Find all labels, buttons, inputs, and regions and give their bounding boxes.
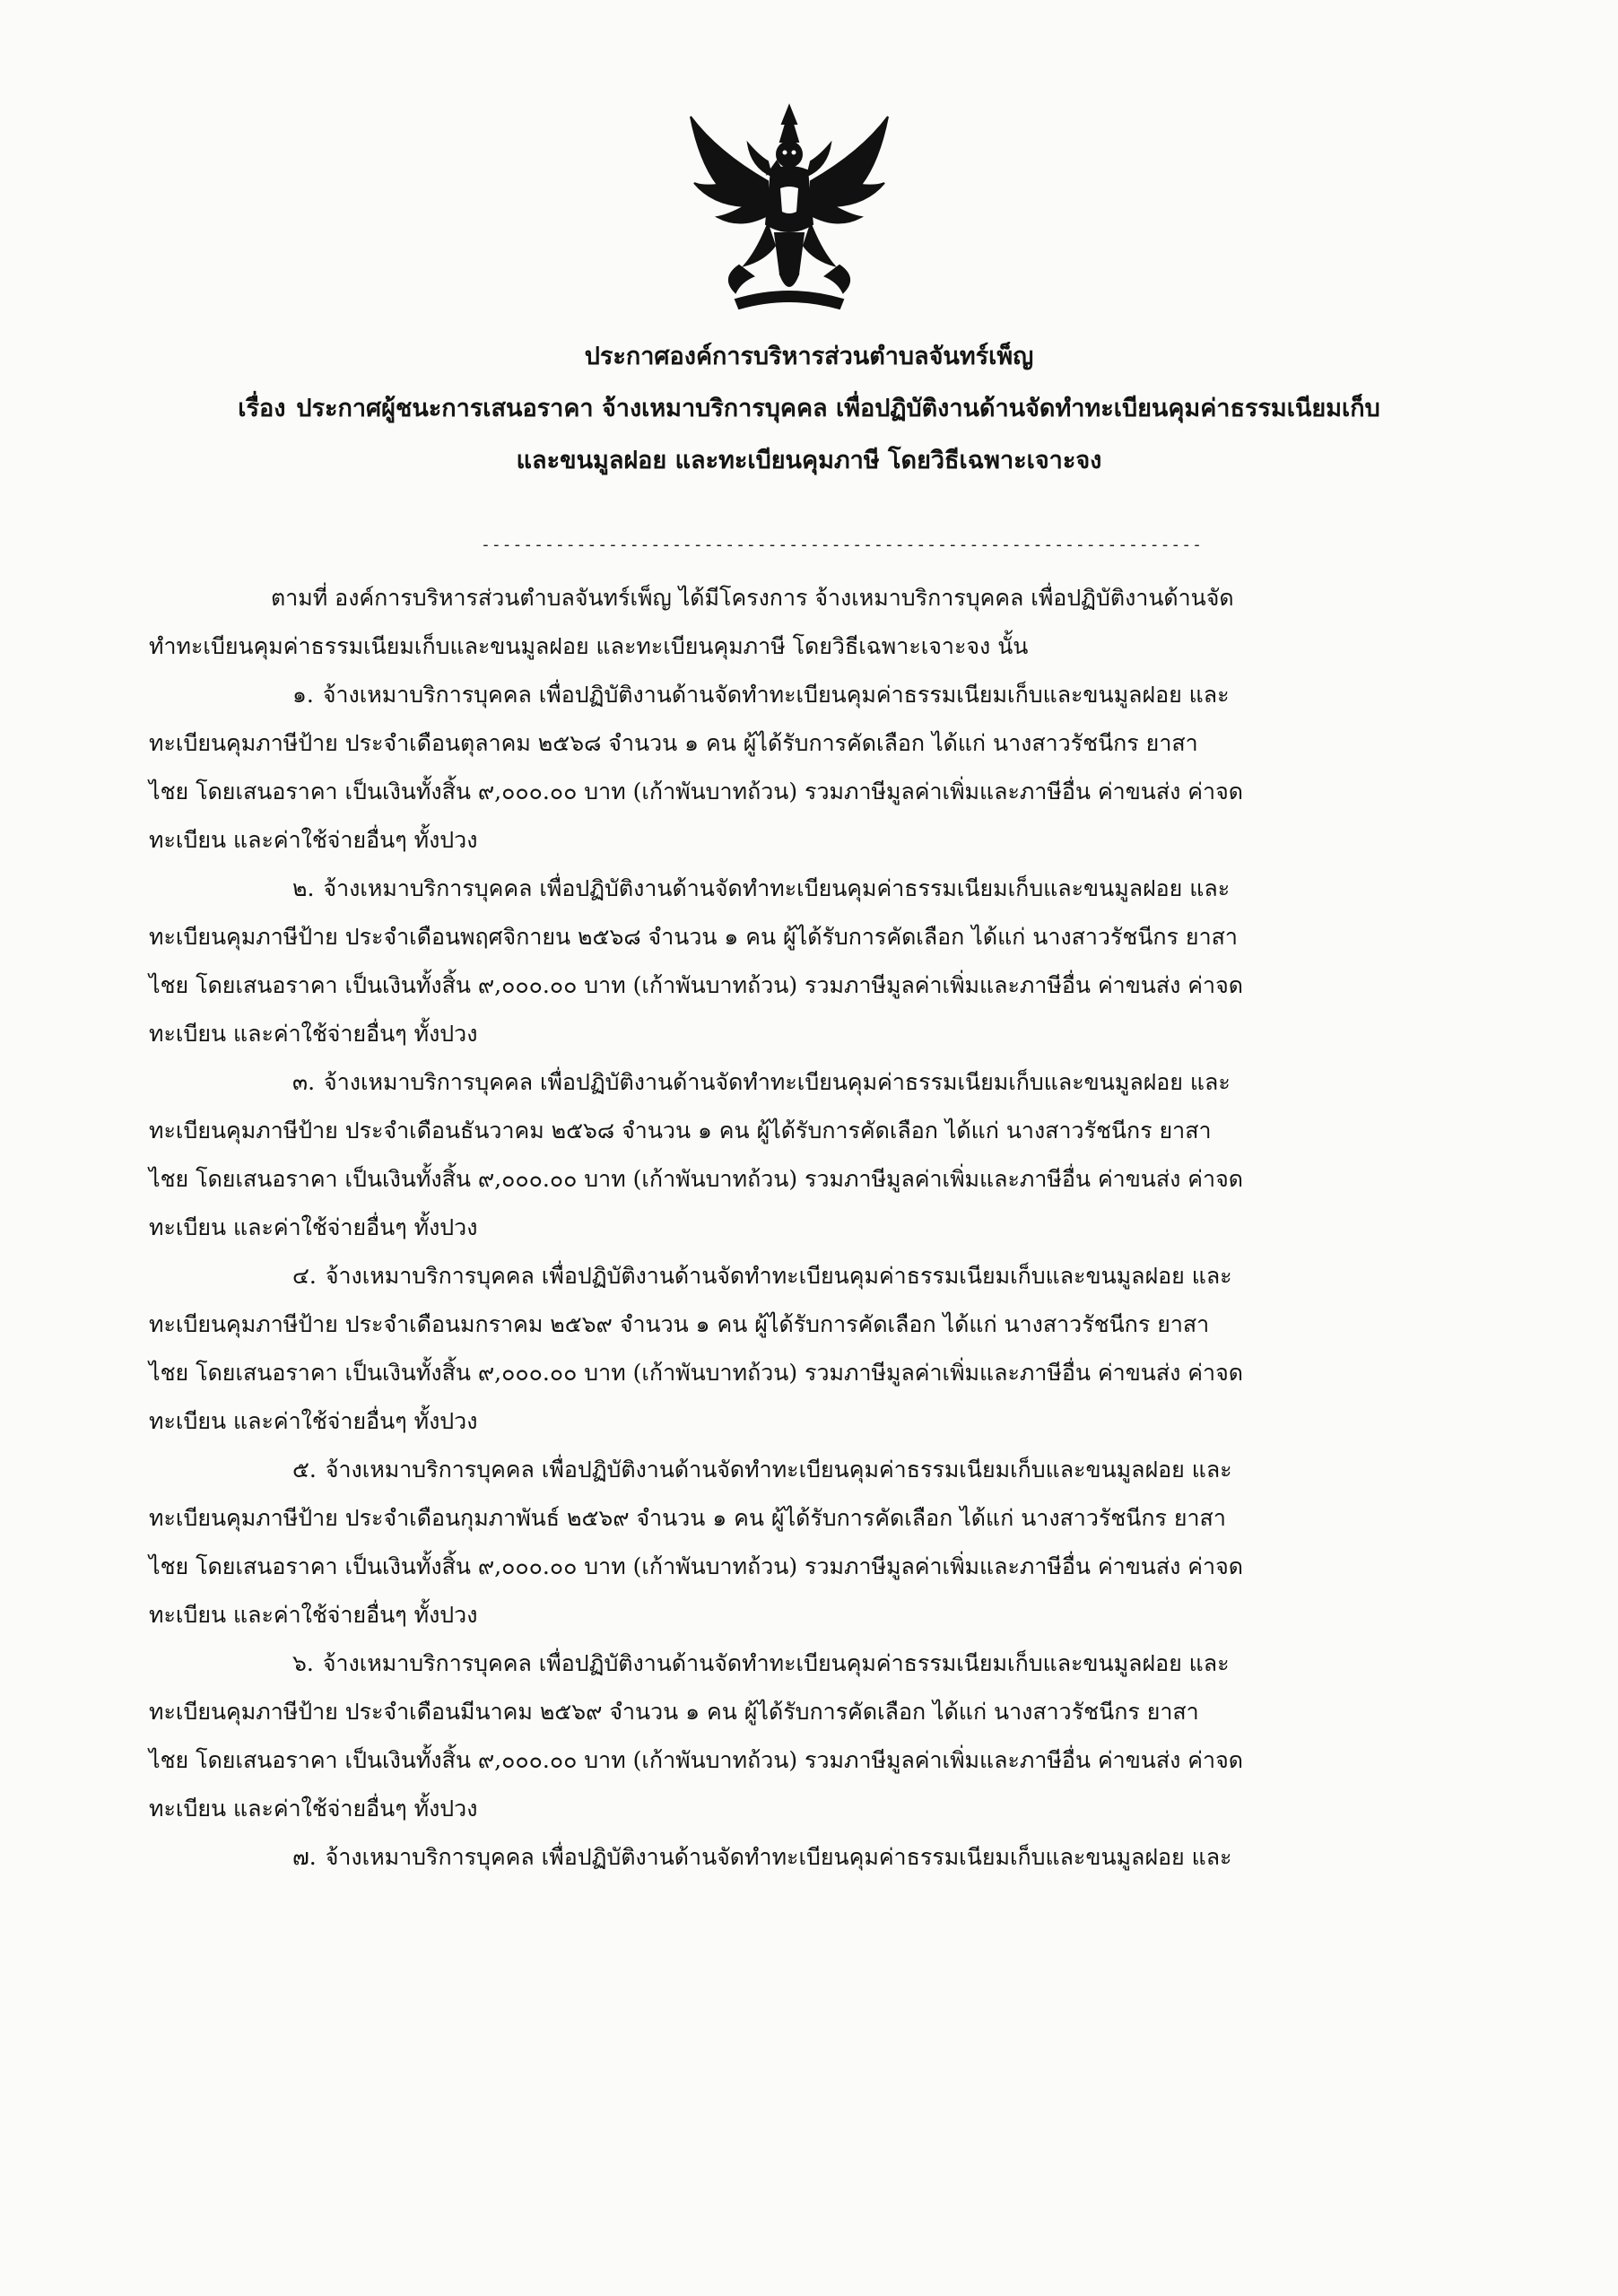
item-line-3: ไชย โดยเสนอราคา เป็นเงินทั้งสิ้น ๙,๐๐๐.๐๐ บาท (เก้าพันบาทถ้วน) รวมภาษีมูลค่าเพิ่มและภาษีอื่น ค่าขนส่ง ค่าจด	[149, 1553, 1243, 1579]
item-text: จ้างเหมาบริการบุคคล เพื่อปฏิบัติงานด้านจัดทำทะเบียนคุมค่าธรรมเนียมเก็บและขนมูลฝอย และ	[322, 682, 1230, 708]
item-number: ๕.	[292, 1457, 317, 1483]
item-number: ๖.	[292, 1650, 314, 1676]
item-line-3: ไชย โดยเสนอราคา เป็นเงินทั้งสิ้น ๙,๐๐๐.๐๐ บาท (เก้าพันบาทถ้วน) รวมภาษีมูลค่าเพิ่มและภาษีอื่น ค่าขนส่ง ค่าจด	[149, 778, 1243, 804]
subject-text-1: ประกาศผู้ชนะการเสนอราคา จ้างเหมาบริการบุคคล เพื่อปฏิบัติงานด้านจัดทำทะเบียนคุมค่าธรรมเนียมเก็บ	[296, 395, 1380, 422]
item-text: จ้างเหมาบริการบุคคล เพื่อปฏิบัติงานด้านจัดทำทะเบียนคุมค่าธรรมเนียมเก็บและขนมูลฝอย และ	[325, 1457, 1232, 1483]
item-line-4: ทะเบียน และค่าใช้จ่ายอื่นๆ ทั้งปวง	[149, 1214, 478, 1240]
item-number: ๔.	[292, 1263, 317, 1289]
item-text: จ้างเหมาบริการบุคคล เพื่อปฏิบัติงานด้านจัดทำทะเบียนคุมค่าธรรมเนียมเก็บและขนมูลฝอย และ	[325, 1263, 1232, 1289]
title-block	[108, 339, 1510, 495]
item-line-2: ทะเบียนคุมภาษีป้าย ประจำเดือนธันวาคม ๒๕๖๘ จำนวน ๑ คน ผู้ได้รับการคัดเลือก ได้แก่ นางสาวรัชนีกร ยาสา	[149, 1118, 1212, 1144]
document-body	[149, 574, 1485, 1882]
subject-line-1	[108, 391, 1510, 427]
item-line-1	[149, 1058, 1485, 1107]
item-line-1	[149, 1252, 1485, 1300]
announcement-title: ประกาศองค์การบริหารส่วนตำบลจันทร์เพ็ญ	[584, 343, 1034, 370]
item-4	[149, 1252, 1485, 1446]
divider-line: --------------------------------------------------------------------	[481, 535, 1203, 554]
item-line-3: ไชย โดยเสนอราคา เป็นเงินทั้งสิ้น ๙,๐๐๐.๐๐ บาท (เก้าพันบาทถ้วน) รวมภาษีมูลค่าเพิ่มและภาษีอื่น ค่าขนส่ง ค่าจด	[149, 1360, 1243, 1386]
item-line-2: ทะเบียนคุมภาษีป้าย ประจำเดือนมกราคม ๒๕๖๙ จำนวน ๑ คน ผู้ได้รับการคัดเลือก ได้แก่ นางสาวรัชนีกร ยาสา	[149, 1311, 1210, 1337]
subject-label: เรื่อง	[238, 395, 286, 422]
item-1	[149, 671, 1485, 865]
item-number: ๗.	[292, 1844, 317, 1870]
item-line-4: ทะเบียน และค่าใช้จ่ายอื่นๆ ทั้งปวง	[149, 1602, 478, 1628]
item-line-1	[149, 1833, 1485, 1882]
item-number: ๓.	[292, 1069, 316, 1095]
intro-line-1: ตามที่ องค์การบริหารส่วนตำบลจันทร์เพ็ญ ได้มีโครงการ จ้างเหมาบริการบุคคล เพื่อปฏิบัติงานด้านจัด	[271, 585, 1234, 611]
item-7	[149, 1833, 1485, 1882]
item-line-3: ไชย โดยเสนอราคา เป็นเงินทั้งสิ้น ๙,๐๐๐.๐๐ บาท (เก้าพันบาทถ้วน) รวมภาษีมูลค่าเพิ่มและภาษีอื่น ค่าขนส่ง ค่าจด	[149, 972, 1243, 998]
item-line-1	[149, 1446, 1485, 1494]
item-line-1	[149, 1639, 1485, 1688]
item-text: จ้างเหมาบริการบุคคล เพื่อปฏิบัติงานด้านจัดทำทะเบียนคุมค่าธรรมเนียมเก็บและขนมูลฝอย และ	[324, 1069, 1231, 1095]
item-line-4: ทะเบียน และค่าใช้จ่ายอื่นๆ ทั้งปวง	[149, 1796, 478, 1822]
garuda-emblem-icon	[682, 99, 897, 323]
item-line-4: ทะเบียน และค่าใช้จ่ายอื่นๆ ทั้งปวง	[149, 1408, 478, 1434]
item-number: ๑.	[292, 682, 314, 708]
item-line-1	[149, 671, 1485, 719]
item-line-3: ไชย โดยเสนอราคา เป็นเงินทั้งสิ้น ๙,๐๐๐.๐๐ บาท (เก้าพันบาทถ้วน) รวมภาษีมูลค่าเพิ่มและภาษีอื่น ค่าขนส่ง ค่าจด	[149, 1166, 1243, 1192]
item-line-2: ทะเบียนคุมภาษีป้าย ประจำเดือนพฤศจิกายน ๒๕๖๘ จำนวน ๑ คน ผู้ได้รับการคัดเลือก ได้แก่ นางสาวรัชนีกร ยาสา	[149, 924, 1238, 950]
item-text: จ้างเหมาบริการบุคคล เพื่อปฏิบัติงานด้านจัดทำทะเบียนคุมค่าธรรมเนียมเก็บและขนมูลฝอย และ	[325, 1844, 1232, 1870]
item-line-3: ไชย โดยเสนอราคา เป็นเงินทั้งสิ้น ๙,๐๐๐.๐๐ บาท (เก้าพันบาทถ้วน) รวมภาษีมูลค่าเพิ่มและภาษีอื่น ค่าขนส่ง ค่าจด	[149, 1747, 1243, 1773]
intro-paragraph	[149, 574, 1485, 671]
item-line-4: ทะเบียน และค่าใช้จ่ายอื่นๆ ทั้งปวง	[149, 827, 478, 853]
item-line-4: ทะเบียน และค่าใช้จ่ายอื่นๆ ทั้งปวง	[149, 1021, 478, 1047]
item-text: จ้างเหมาบริการบุคคล เพื่อปฏิบัติงานด้านจัดทำทะเบียนคุมค่าธรรมเนียมเก็บและขนมูลฝอย และ	[322, 1650, 1230, 1676]
item-5	[149, 1446, 1485, 1639]
item-2	[149, 865, 1485, 1058]
item-line-2: ทะเบียนคุมภาษีป้าย ประจำเดือนมีนาคม ๒๕๖๙ จำนวน ๑ คน ผู้ได้รับการคัดเลือก ได้แก่ นางสาวรัชนีกร ยาสา	[149, 1699, 1199, 1725]
item-text: จ้างเหมาบริการบุคคล เพื่อปฏิบัติงานด้านจัดทำทะเบียนคุมค่าธรรมเนียมเก็บและขนมูลฝอย และ	[323, 875, 1231, 901]
item-6	[149, 1639, 1485, 1833]
intro-line-2: ทำทะเบียนคุมค่าธรรมเนียมเก็บและขนมูลฝอย และทะเบียนคุมภาษี โดยวิธีเฉพาะเจาะจง นั้น	[149, 633, 1029, 659]
subject-line-2: และขนมูลฝอย และทะเบียนคุมภาษี โดยวิธีเฉพาะเจาะจง	[516, 447, 1102, 474]
item-line-1	[149, 865, 1485, 913]
item-line-2: ทะเบียนคุมภาษีป้าย ประจำเดือนตุลาคม ๒๕๖๘ จำนวน ๑ คน ผู้ได้รับการคัดเลือก ได้แก่ นางสาวรัชนีกร ยาสา	[149, 730, 1198, 756]
item-3	[149, 1058, 1485, 1252]
item-line-2: ทะเบียนคุมภาษีป้าย ประจำเดือนกุมภาพันธ์ ๒๕๖๙ จำนวน ๑ คน ผู้ได้รับการคัดเลือก ได้แก่ นางสาวรัชนีกร ยาสา	[149, 1505, 1226, 1531]
item-number: ๒.	[292, 875, 315, 901]
